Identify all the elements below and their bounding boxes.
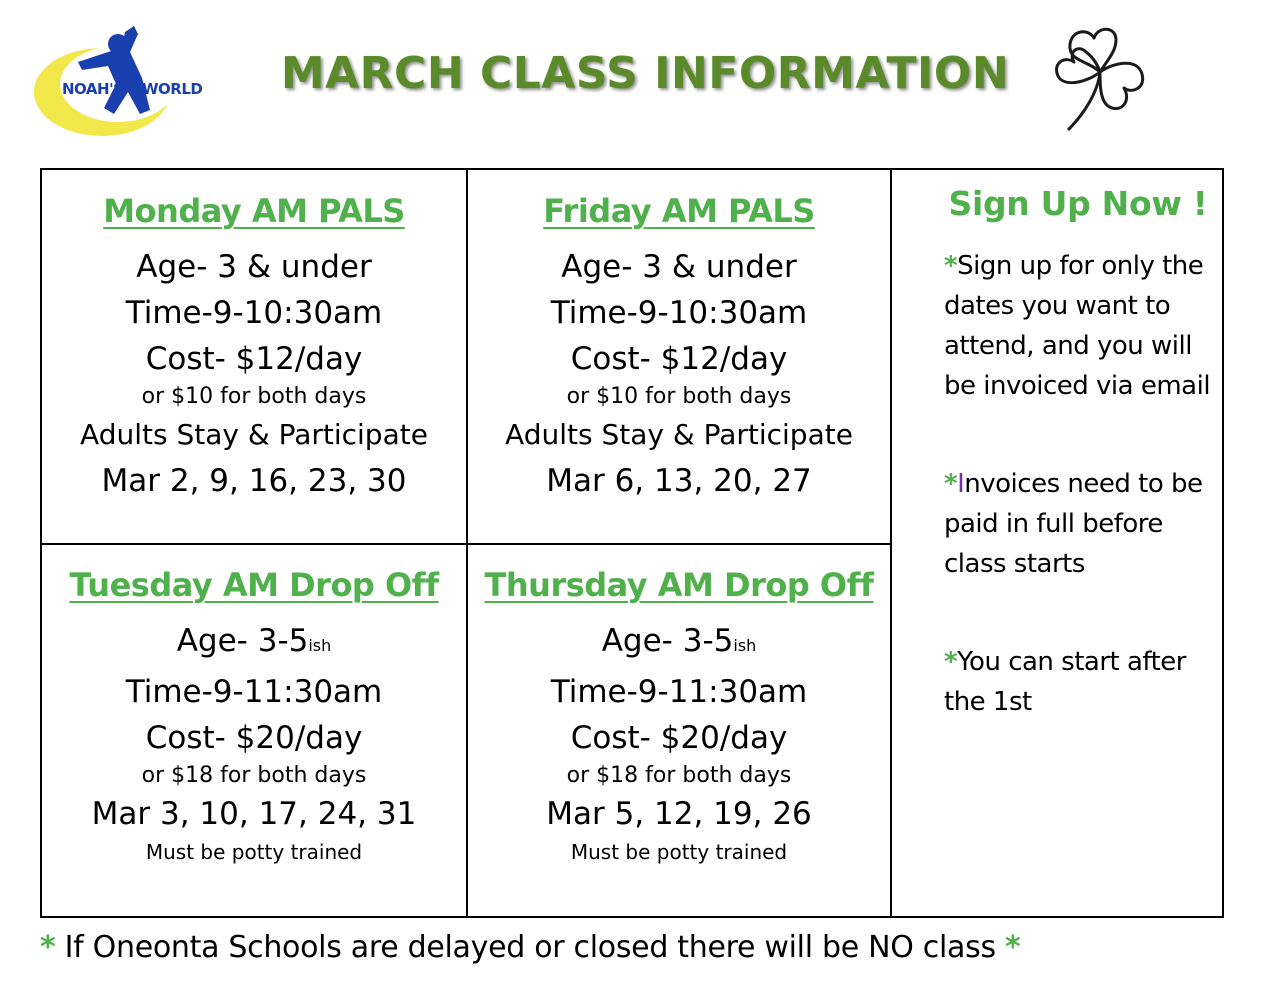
- signup-note-invoices: *Invoices need to be paid in full before class starts: [944, 469, 1203, 579]
- signup-note-sign-up: *Sign up for only the dates you want to attend, and you will be invoiced via email: [944, 251, 1211, 401]
- class-cost: Cost- $20/day: [145, 720, 363, 756]
- signup-note-start: *You can start after the 1st: [944, 647, 1186, 717]
- class-dates: Mar 6, 13, 20, 27: [546, 463, 812, 499]
- class-cost: Cost- $20/day: [570, 720, 788, 756]
- class-note: Adults Stay & Participate: [80, 418, 428, 451]
- class-card-monday: [42, 192, 466, 504]
- grid-divider-horizontal: [42, 543, 892, 545]
- class-dates: Mar 5, 12, 19, 26: [546, 796, 812, 832]
- class-discount: or $10 for both days: [566, 384, 792, 409]
- logo-text-world: WORLD: [142, 80, 203, 98]
- class-title: Thursday AM Drop Off: [484, 566, 874, 604]
- closure-notice-text: If Oneonta Schools are delayed or closed there will be NO class: [55, 930, 1006, 965]
- class-title: Monday AM PALS: [103, 192, 405, 230]
- asterisk-icon: *: [40, 930, 56, 965]
- asterisk-icon: *: [944, 251, 958, 281]
- shamrock-icon: [1048, 22, 1153, 137]
- closure-notice: [40, 930, 1140, 965]
- class-title: Friday AM PALS: [543, 192, 815, 230]
- class-card-tuesday: [42, 566, 466, 867]
- class-schedule-grid: [40, 168, 1224, 918]
- class-note: Must be potty trained: [570, 840, 788, 864]
- logo-text-noahs: NOAH'S: [62, 80, 124, 98]
- class-time: Time-9-11:30am: [550, 674, 808, 710]
- page-title: MARCH CLASS INFORMATION: [280, 48, 1010, 99]
- class-age: Age- 3-5ish: [601, 623, 757, 659]
- class-time: Time-9-11:30am: [125, 674, 383, 710]
- class-dates: Mar 2, 9, 16, 23, 30: [101, 463, 407, 499]
- class-time: Time-9-10:30am: [550, 295, 808, 331]
- class-age: Age- 3 & under: [561, 249, 797, 285]
- signup-panel: [932, 170, 1224, 916]
- class-cost: Cost- $12/day: [145, 341, 363, 377]
- class-dates: Mar 3, 10, 17, 24, 31: [91, 796, 417, 832]
- noahs-world-logo: [30, 22, 205, 142]
- class-time: Time-9-10:30am: [125, 295, 383, 331]
- class-age: Age- 3 & under: [136, 249, 372, 285]
- asterisk-icon: *: [1005, 930, 1021, 965]
- class-card-friday: [468, 192, 890, 504]
- class-age: Age- 3-5ish: [176, 623, 332, 659]
- asterisk-icon: *: [944, 469, 958, 499]
- class-note: Adults Stay & Participate: [505, 418, 853, 451]
- class-card-thursday: [468, 566, 890, 867]
- class-note: Must be potty trained: [145, 840, 363, 864]
- class-cost: Cost- $12/day: [570, 341, 788, 377]
- asterisk-icon: *: [944, 647, 958, 677]
- class-discount: or $18 for both days: [141, 763, 367, 788]
- class-title: Tuesday AM Drop Off: [69, 566, 439, 604]
- class-discount: or $10 for both days: [141, 384, 367, 409]
- class-discount: or $18 for both days: [566, 763, 792, 788]
- signup-title: Sign Up Now !: [948, 184, 1208, 223]
